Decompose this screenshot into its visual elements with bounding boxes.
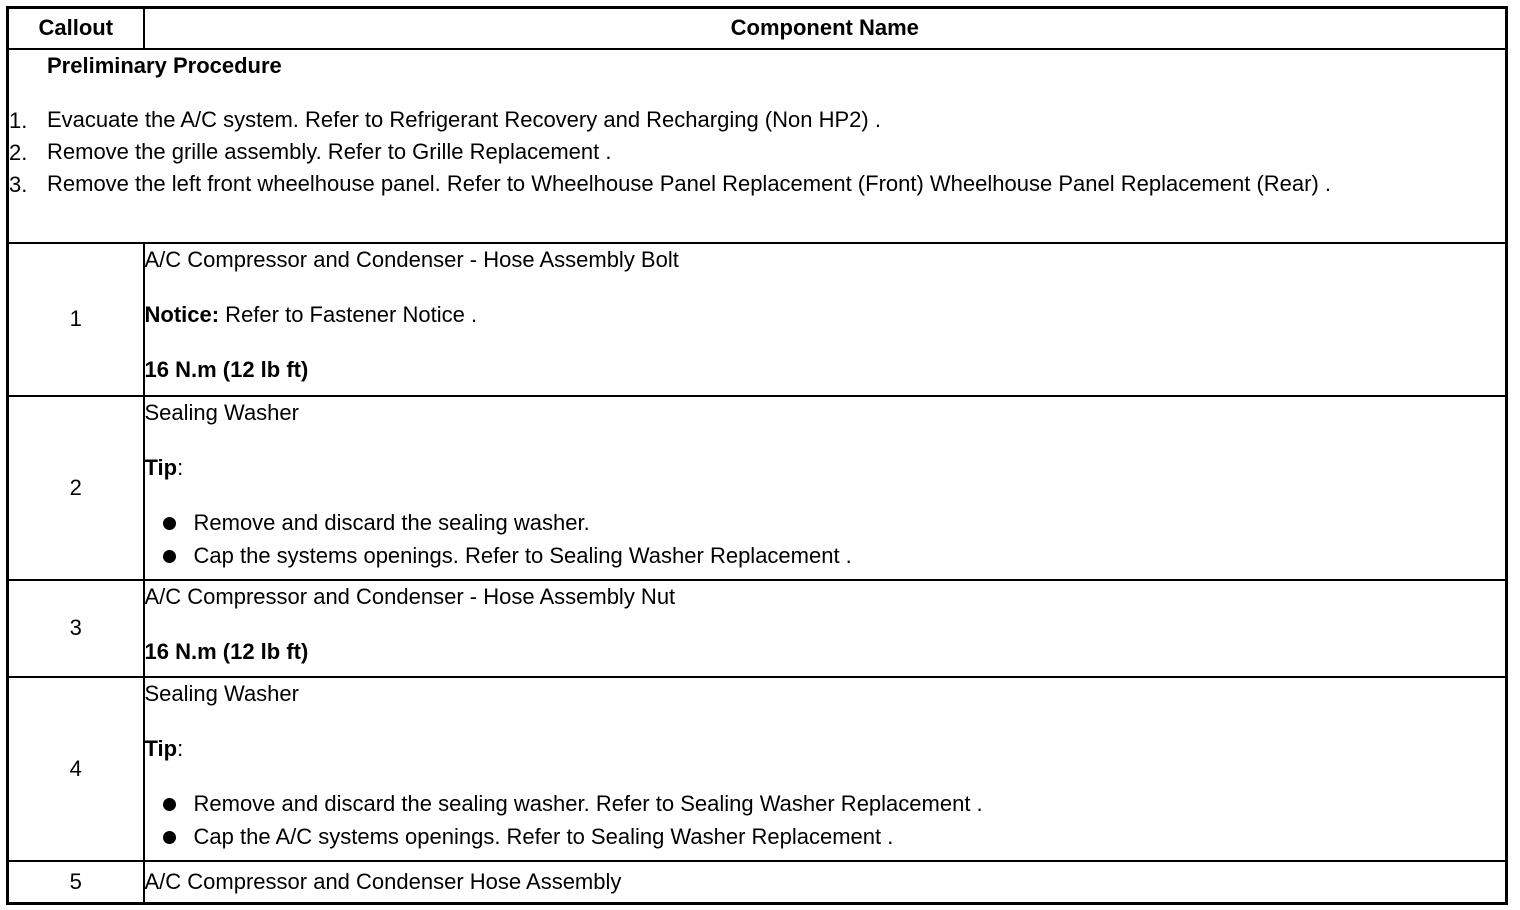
table-row — [8, 677, 1507, 861]
notice-line — [145, 299, 1506, 331]
callout-number: 1 — [8, 243, 144, 396]
notice-text: Refer to Fastener Notice . — [219, 302, 478, 327]
table-header-row — [8, 8, 1507, 50]
table-row — [8, 243, 1507, 396]
bullet-icon — [163, 798, 176, 811]
preliminary-title: Preliminary Procedure — [47, 53, 282, 78]
tip-bullets — [145, 788, 1506, 854]
bullet-text: Cap the systems openings. Refer to Sealing Washer Replacement . — [193, 543, 852, 569]
tip-line: Tip: — [144, 736, 184, 761]
table-row — [8, 396, 1507, 580]
list-item — [163, 788, 1506, 821]
tip-line: Tip: — [144, 455, 184, 480]
component-cell — [144, 243, 1507, 396]
component-name: Sealing Washer — [144, 681, 299, 706]
component-name-header: Component Name — [144, 8, 1507, 50]
callout-number: 2 — [8, 396, 144, 580]
list-item — [163, 507, 1506, 540]
bullet-text: Remove and discard the sealing washer. — [193, 510, 590, 536]
callout-number: 4 — [8, 677, 144, 861]
step-text: Remove the grille assembly. Refer to Grille Replacement . — [47, 139, 612, 164]
bullet-text: Cap the A/C systems openings. Refer to Sealing Washer Replacement . — [193, 824, 894, 850]
preliminary-steps — [9, 105, 1505, 201]
list-item — [163, 821, 1506, 854]
torque-spec: 16 N.m (12 lb ft) — [144, 639, 309, 664]
list-item — [9, 105, 1505, 137]
bullet-icon — [163, 831, 176, 844]
step-text: Evacuate the A/C system. Refer to Refrigerant Recovery and Recharging (Non HP2) . — [47, 107, 881, 132]
component-table — [6, 6, 1508, 905]
tip-bullets — [145, 507, 1506, 573]
step-number: 1. — [9, 108, 28, 133]
list-item — [9, 169, 1505, 201]
notice-label: Notice: — [144, 302, 220, 327]
component-cell — [144, 396, 1507, 580]
bullet-text: Remove and discard the sealing washer. Refer to Sealing Washer Replacement . — [193, 791, 983, 817]
step-number: 2. — [9, 140, 28, 165]
bullet-icon — [163, 517, 176, 530]
component-name: A/C Compressor and Condenser - Hose Assembly Bolt — [144, 247, 679, 272]
list-item — [163, 540, 1506, 573]
component-name: Sealing Washer — [144, 400, 299, 425]
component-cell — [144, 861, 1507, 903]
table-row — [8, 580, 1507, 677]
callout-header: Callout — [8, 8, 144, 50]
list-item — [9, 137, 1505, 169]
step-text: Remove the left front wheelhouse panel. Refer to Wheelhouse Panel Replacement (Front) Wheelhouse Panel Replacement (Rear) . — [47, 171, 1332, 196]
callout-number: 3 — [8, 580, 144, 677]
preliminary-row — [8, 49, 1507, 243]
component-name: A/C Compressor and Condenser - Hose Assembly Nut — [144, 584, 676, 609]
step-number: 3. — [9, 172, 28, 197]
callout-number: 5 — [8, 861, 144, 903]
preliminary-procedure — [8, 49, 1507, 243]
table-row — [8, 861, 1507, 903]
torque-spec: 16 N.m (12 lb ft) — [144, 357, 309, 382]
tip-label: Tip — [144, 455, 178, 480]
component-name: A/C Compressor and Condenser Hose Assembly — [144, 868, 622, 894]
component-cell — [144, 580, 1507, 677]
bullet-icon — [163, 550, 176, 563]
tip-label: Tip — [144, 736, 178, 761]
component-cell — [144, 677, 1507, 861]
